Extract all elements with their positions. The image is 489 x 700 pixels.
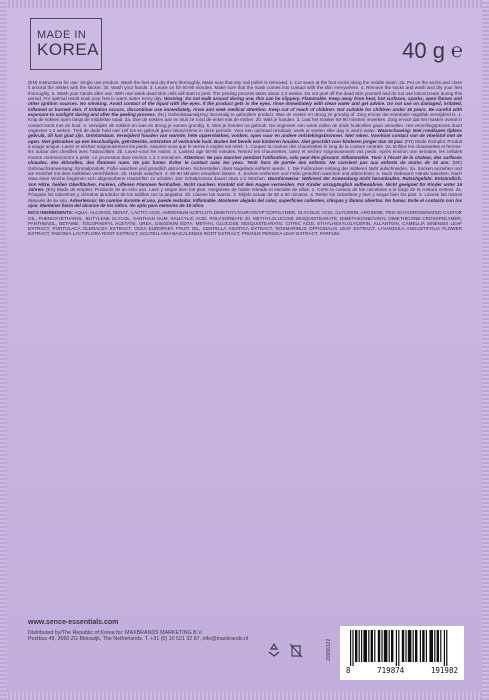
website-link[interactable]: www.sence-essentials.com (28, 619, 119, 626)
crimp-edge-bottom (0, 692, 489, 700)
instructions-en: (EN) Instructions for use: Single use product. Wash the feet and dry them thoroughly. Make sure that any nail polish is removed. 1. Cut seam at the foot socks along the middle seam. 2a. Put on the socks and close it around the ankles with the sticker. 2b. Wash your hands. 3. Leave on for 60-90 minutes. Make sure that the mask comes into contact with the skin everywhere. 4. Remove the socks and wash and dry your feet thoroughly. 5. Wash your hands after use. With one week dead skin cells will start to peel. The peeling process takes about 1-2 weeks. Do not peel off the dead skin yourself and do not use lotion/cream during this period. For optimal result soak your feet in warm water every day. (28, 80, 462, 102)
estimated-sign-icon: ℮ (450, 39, 463, 62)
crimp-edge-left (0, 0, 7, 700)
crimp-edge-right (482, 0, 489, 700)
address-line: Postbus 49, 2660 ZG Bleiswijk, The Netherlands. T. +31 (0) 10 521 32 87, info@maxbrands.nl (28, 636, 249, 643)
instructions-nl: (NL) Gebruiksaanwijzing: Eenmalig te gebruiken product. Was de voeten en droog ze grondig af. Zorg ervoor dat eventuele nagellak verwijderd is. 1. Knip de sokken open langs de middelste naad. 2a. Doe de sokken aan en sluit ze rond de enkel met de sticker. 2b. Was je handen. 3. Laat het masker 60-90 minuten inwerken. Zorg ervoor dat het masker overal in contact komt met de huid. 4. Verwijder de sokken en was en droog je voeten grondig. 5. Was je handen na gebruik. Na ongeveer een week zullen de dode huidcellen gaan vervellen. Het vervellingsproces duurt ongeveer 1-2 weken. Trek de dode huid niet zelf los en gebruik geen lotion/crème in deze periode. Voor een optimaal resultaat, week je voeten elke dag in warm water. (28, 112, 462, 134)
barcode-bars (346, 630, 458, 666)
warning-nl: Waarschuwing: Niet rondlopen tijdens gebruik, dit kan glad zijn. Ontvlambaar. Verwijderd houden van warmte, hete oppervlakken, vonken, open vuur en andere ontstekingsbronnen. Niet roken. Voorkom contact van de vloeistof met de ogen. Niet gebruiken op een beschadigde, geïrriteerde, ontstoken of verbrande huid. Buiten het bereik van kinderen houden. Niet geschikt voor kinderen jonger dan 16 jaar. (28, 128, 462, 144)
warning-fr: Attention: Ne pas marcher pendant l'utilisation, cela peut être glissant. Inflammable. Tenir à l'écart de la chaleur, des surfaces chaudes, des étincelles, des flammes nues. Ne pas fumer. Éviter le contact avec les yeux. Tenir hors de portée des enfants. Ne convient pas aux enfants de moins de 16 ans. (28, 154, 462, 166)
ean-barcode (340, 626, 464, 680)
barcode-digit-left: 719874 (377, 666, 405, 675)
footer-info (28, 620, 268, 643)
net-weight: 40 g (402, 38, 445, 63)
ingredients-text: AQUA, ALCOHOL DENAT., LACTIC ACID, AMMONIUM ACRYLOYLDIMETHYLTAURATE/VP COPOLYMER, GLYCOLIC ACID, GLYCERIN, ARGININE, PEG-40 HYDROGENATED CASTOR OIL, PHENOXYETHANOL, BUTYLENE GLYCOL, XANTHAN GUM, SALICYLIC ACID, POLYSORBATE 20, METHYLGLUCOSE SESQUISTEARATE, DIMETHICONE/VINYL DIMETHICONE CROSSPOLYMER, PANTHENOL, BETAINE, TOCOPHERYL ACETATE, UREA, DISODIUM EDTA, METHYL GLUCOSE SESQUISTEARATE, CITRIC ACID, ETHYLHEXYLGLYCERIN, ALLANTOIN, CAMELLIA SINENSIS LEAF EXTRACT, PORTULACA OLERACEA EXTRACT, OLEA EUROPAEA FRUIT OIL, CENTELLA ASIATICA EXTRACT, ROSMARINUS OFFICINALIS LEAF EXTRACT, LAVANDULA ANGUSTIFOLIA FLOWER EXTRACT, PAEONIA LACTIFLORA ROOT EXTRACT, SCUTELLARIA BAICALENSIS ROOT EXTRACT, PRUNUS PERSICA LEAF EXTRACT, PARFUM. (28, 210, 462, 237)
warning-es: Advertencia: No camine durante el uso, puede resbalar. Inflamable. Mantener alejado del calor, superficies calientes, chispas y llamas abiertas. No fumar. Evite el contacto con los ojos. Mantener fuera del alcance de los niños. No apto para menores de 16 años. (28, 197, 462, 208)
packaging-symbols (266, 642, 304, 658)
warning-en: Warning: Do not walk around during use, this can be slippery. Flammable. Keep away from heat, hot surfaces, sparks, open flames and other ignition sources. No smoking. Avoid contact of the liquid with the eyes. If the product gets in the eyes, rinse immediately with clean water and get advice. Do not use on damaged, irritated, inflamed or burned skin. If irritation occurs, discontinue use immediately, rinse and seek medical attention. Keep out of reach of children. Not suitable for children under 16 years. Be careful with exposure to sunlight during and after the peeling process. (28, 96, 462, 118)
distributor-line: Distributed by/The Republic of Korea for: MAXBRANDS MARKETING B.V. (28, 629, 203, 636)
made-in-label: MADE IN (37, 29, 87, 41)
instructions-es: (ES) Modo de empleo: Producto de un solo uso. Lave y seque bien los pies. Asegúrese de haber retirado el esmalte de uñas. 1. Corte la costura de los calcetines a lo largo de la costura central. 2a. Póngase los calcetines y ciérrelos alrededor de los tobillos con la pegatina. 2b. Lávese las manos. 3. Déjelo actuar de 60 a 90 minutos. 4. Retire los calcetines y lave y seque bien los pies. 5. Lávese las manos después de su uso. (28, 186, 462, 203)
country-label: KOREA (37, 40, 100, 59)
multilingual-instructions (28, 80, 462, 616)
barcode-digit-prefix: 8 (346, 666, 351, 675)
net-content (402, 38, 463, 64)
barcode-digit-right: 191982 (430, 666, 458, 675)
barcode-digits (342, 666, 462, 675)
instructions-de: (DE) Gebrauchsanweisung: Einmalprodukt. Füße waschen und gründlich abtrocknen. Sicherstellen, dass Nagellack entfernt wurde. 1. Die Fußsocken entlang der mittleren Naht aufschneiden. 2a. Socken anziehen und am Knöchel mit dem Aufkleber verschließen. 2b. Hände waschen. 3. 60-90 Minuten einwirken lassen. 4. Socken entfernen und Füße gründlich waschen und abtrocknen. 5. Nach Gebrauch Hände waschen. Nach etwa einer Woche beginnen sich abgestorbene Hautzellen zu schälen. Der Schälprozess dauert etwa 1-2 Wochen. (28, 160, 462, 182)
ingredients-list (28, 210, 462, 236)
recycle-icon (266, 642, 282, 658)
disposal-bin-icon (288, 642, 304, 658)
warning-de: Warnhinweise: Während der Anwendung nicht herumlaufen, Rutschgefahr. Entzündlich. Von Hitze, heißen Oberflächen, Funken, offenen Flammen fernhalten. Nicht rauchen. Kontakt mit den Augen vermeiden. Für Kinder unzugänglich aufbewahren. Nicht geeignet für Kinder unter 16 Jahren. (28, 176, 462, 192)
crimp-edge-top (0, 0, 489, 8)
instructions-fr: (FR) Mode d'emploi: Produit à usage unique. Lavez et séchez soigneusement les pieds. Assurez-vous que le vernis à ongles est retiré. 1. Coupez la couture des chaussettes le long de la couture centrale. 2a. Enfilez les chaussettes et fermez-les autour des chevilles avec l'autocollant. 2b. Lavez-vous les mains. 3. Laissez agir 60-90 minutes. Retirez les chaussettes, lavez et séchez soigneusement vos pieds. Après environ une semaine, les cellules mortes commenceront à peler. Le processus dure environ 1 à 2 semaines. (28, 138, 462, 160)
made-in-korea-badge (30, 18, 102, 70)
ingredients-label: INCS INGREDIENTS: (28, 210, 74, 216)
batch-code: 20996122 (326, 638, 332, 662)
